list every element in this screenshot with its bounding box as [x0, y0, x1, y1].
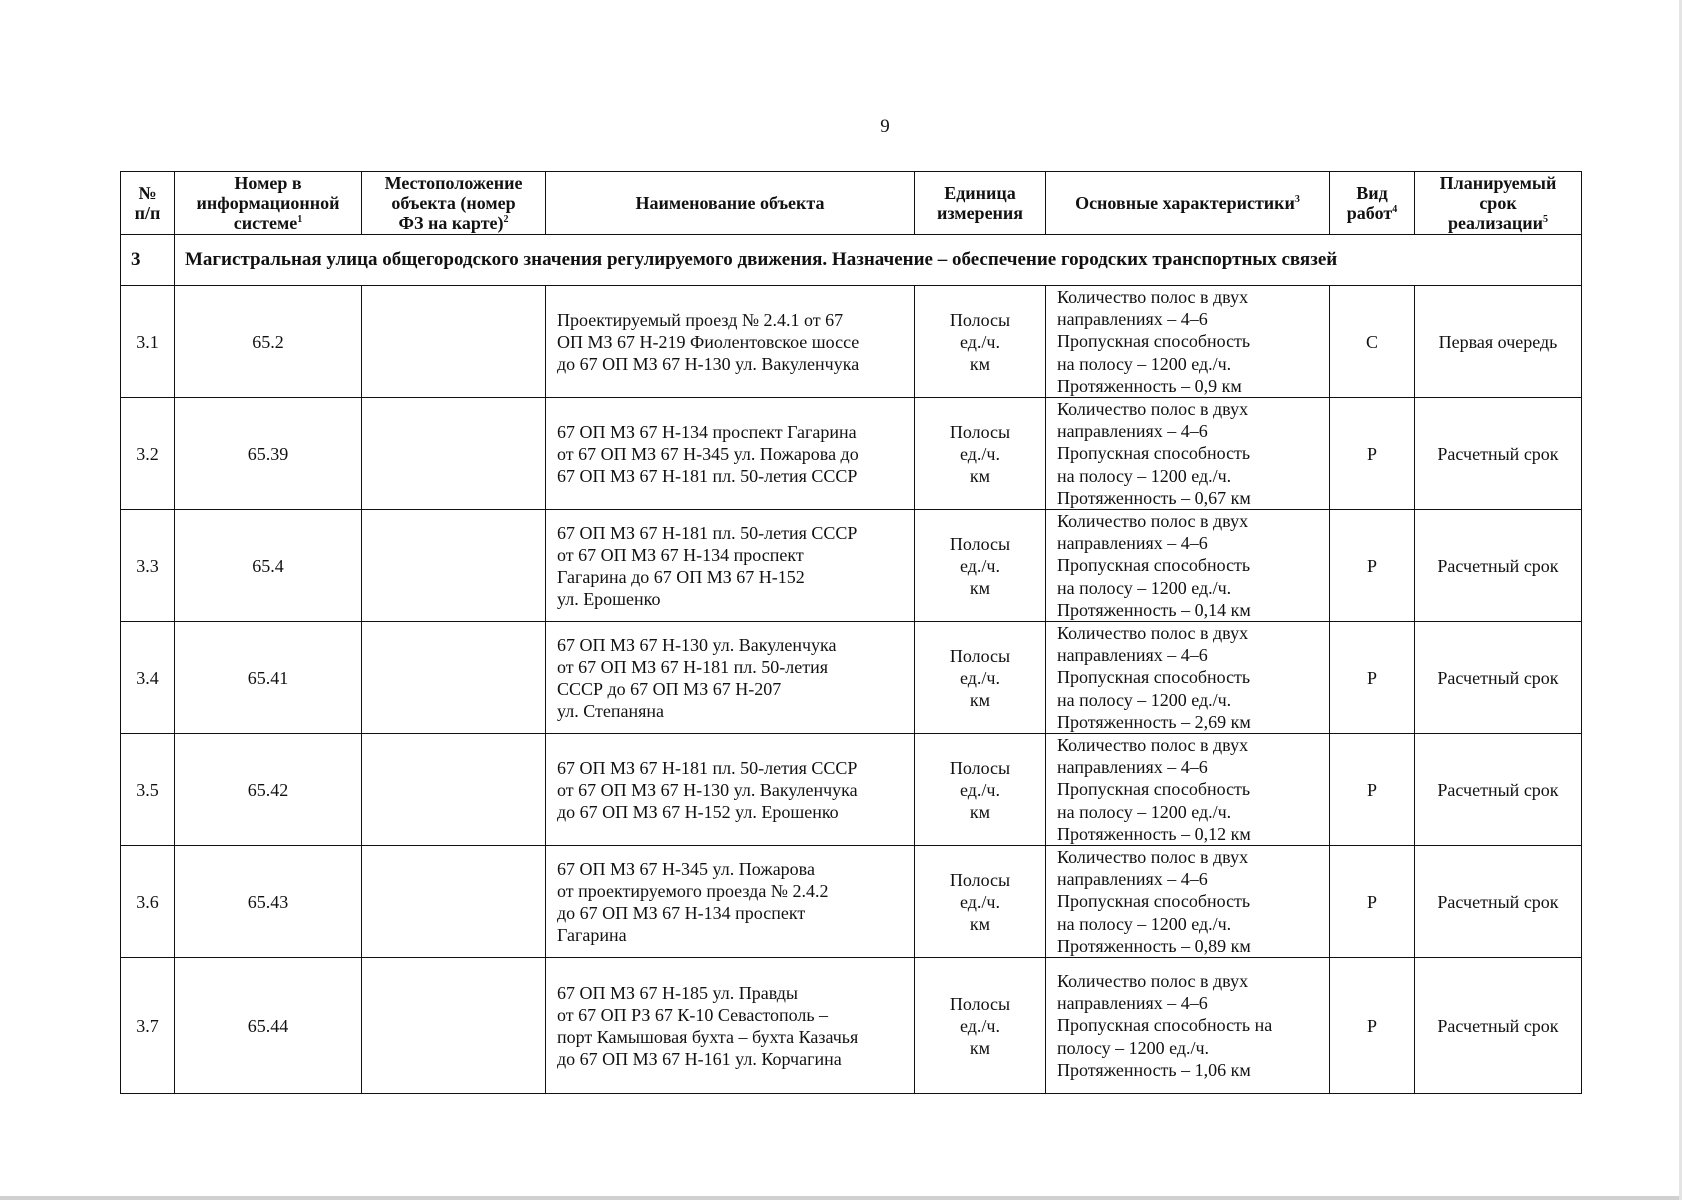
- unit-of-measure-line: км: [969, 577, 991, 598]
- object-name-line: ОП МЗ 67 Н-219 Фиолентовское шоссе: [557, 331, 860, 352]
- main-characteristics-line: направлениях – 4–6: [1057, 869, 1208, 890]
- unit-of-measure-line: км: [969, 913, 991, 934]
- work-type: Р: [1330, 510, 1415, 622]
- work-type: Р: [1330, 734, 1415, 846]
- main-characteristics-line: Пропускная способность: [1057, 667, 1251, 688]
- object-name-line: ул. Ерошенко: [557, 588, 661, 609]
- unit-of-measure-line: ед./ч.: [960, 891, 1000, 912]
- main-characteristics-line: направлениях – 4–6: [1057, 421, 1208, 442]
- work-type: Р: [1330, 958, 1415, 1094]
- object-name-line: до 67 ОП МЗ 67 Н-161 ул. Корчагина: [557, 1048, 842, 1069]
- work-type: Р: [1330, 846, 1415, 958]
- work-type: Р: [1330, 622, 1415, 734]
- unit-of-measure-line: км: [969, 689, 991, 710]
- info-system-number: 65.43: [175, 846, 362, 958]
- unit-of-measure-line: ед./ч.: [960, 1015, 1000, 1036]
- main-characteristics-line: Протяженность – 2,69 км: [1057, 711, 1251, 732]
- object-name-line: до 67 ОП МЗ 67 Н-152 ул. Ерошенко: [557, 801, 839, 822]
- main-characteristics-line: на полосу – 1200 ед./ч.: [1057, 577, 1232, 598]
- main-characteristics-line: Количество полос в двух: [1057, 971, 1249, 992]
- object-name-line: Проектируемый проезд № 2.4.1 от 67: [557, 309, 844, 330]
- row-number: 3.2: [121, 398, 175, 510]
- unit-of-measure-line: ед./ч.: [960, 779, 1000, 800]
- unit-of-measure-line: Полосы: [949, 309, 1011, 330]
- main-characteristics-line: Пропускная способность: [1057, 555, 1251, 576]
- unit-of-measure-line: Полосы: [949, 993, 1011, 1014]
- main-characteristics-line: Пропускная способность: [1057, 779, 1251, 800]
- row-number: 3.1: [121, 286, 175, 398]
- object-name-line: ул. Степаняна: [557, 700, 664, 721]
- main-characteristics-line: Количество полос в двух: [1057, 399, 1249, 420]
- main-characteristics: [1046, 510, 1330, 622]
- main-characteristics: [1046, 286, 1330, 398]
- unit-of-measure-line: км: [969, 1037, 991, 1058]
- main-characteristics: [1046, 622, 1330, 734]
- main-characteristics-line: направлениях – 4–6: [1057, 993, 1208, 1014]
- row-number: 3.4: [121, 622, 175, 734]
- main-characteristics-line: направлениях – 4–6: [1057, 645, 1208, 666]
- header-term: Планируемый срок реализации$^5$: [1415, 172, 1582, 235]
- main-characteristics-line: Пропускная способность: [1057, 443, 1251, 464]
- main-characteristics-line: на полосу – 1200 ед./ч.: [1057, 465, 1232, 486]
- row-number: 3.3: [121, 510, 175, 622]
- planned-term: Расчетный срок: [1415, 958, 1582, 1094]
- unit-of-measure-line: Полосы: [949, 645, 1011, 666]
- unit-of-measure-line: км: [969, 353, 991, 374]
- unit-of-measure-line: Полосы: [949, 421, 1011, 442]
- object-name-line: 67 ОП МЗ 67 Н-185 ул. Правды: [557, 982, 798, 1003]
- main-characteristics-line: Протяженность – 0,14 км: [1057, 599, 1251, 620]
- unit-of-measure-line: ед./ч.: [960, 443, 1000, 464]
- section-title: Магистральная улица общегородского значения регулируемого движения. Назначение – обеспечение городских транспортных связей: [175, 235, 1582, 286]
- header-row: [121, 172, 1582, 235]
- object-location: [362, 958, 546, 1094]
- table-row: [121, 398, 1582, 510]
- object-location: [362, 286, 546, 398]
- unit-of-measure: [915, 510, 1046, 622]
- unit-of-measure: [915, 622, 1046, 734]
- planned-term: Расчетный срок: [1415, 846, 1582, 958]
- main-characteristics-line: направлениях – 4–6: [1057, 757, 1208, 778]
- main-characteristics-line: Протяженность – 0,67 км: [1057, 487, 1251, 508]
- unit-of-measure: [915, 286, 1046, 398]
- main-characteristics-line: Количество полос в двух: [1057, 511, 1249, 532]
- object-name: [546, 510, 915, 622]
- main-characteristics-line: Протяженность – 0,89 км: [1057, 935, 1251, 956]
- header-work-type: Вид работ$^4$: [1330, 172, 1415, 235]
- work-type: С: [1330, 286, 1415, 398]
- object-name-line: Гагарина: [557, 924, 627, 945]
- object-location: [362, 846, 546, 958]
- unit-of-measure: [915, 846, 1046, 958]
- header-chars: Основные характеристики$^3$: [1046, 172, 1330, 235]
- object-location: [362, 398, 546, 510]
- planned-term: Расчетный срок: [1415, 734, 1582, 846]
- row-number: 3.7: [121, 958, 175, 1094]
- unit-of-measure-line: Полосы: [949, 869, 1011, 890]
- object-name: [546, 958, 915, 1094]
- unit-of-measure-line: ед./ч.: [960, 555, 1000, 576]
- object-name-line: Гагарина до 67 ОП МЗ 67 Н-152: [557, 566, 805, 587]
- main-characteristics-line: Протяженность – 0,9 км: [1057, 375, 1242, 396]
- main-characteristics-line: на полосу – 1200 ед./ч.: [1057, 689, 1232, 710]
- object-name-line: 67 ОП МЗ 67 Н-181 пл. 50-летия СССР: [557, 757, 858, 778]
- object-name-line: от 67 ОП МЗ 67 Н-134 проспект: [557, 544, 804, 565]
- info-system-number: 65.2: [175, 286, 362, 398]
- table-row: [121, 510, 1582, 622]
- object-location: [362, 622, 546, 734]
- object-name-line: от 67 ОП МЗ 67 Н-130 ул. Вакуленчука: [557, 779, 858, 800]
- main-characteristics-line: Количество полос в двух: [1057, 287, 1249, 307]
- object-name-line: 67 ОП МЗ 67 Н-181 пл. 50-летия СССР: [557, 465, 858, 486]
- table-row: [121, 958, 1582, 1094]
- object-name-line: до 67 ОП МЗ 67 Н-130 ул. Вакуленчука: [557, 353, 860, 374]
- main-characteristics: [1046, 734, 1330, 846]
- section-row: [121, 235, 1582, 286]
- planned-term: Первая очередь: [1415, 286, 1582, 398]
- info-system-number: 65.39: [175, 398, 362, 510]
- object-name: [546, 846, 915, 958]
- planned-term: Расчетный срок: [1415, 398, 1582, 510]
- header-info-number: Номер в информационной системе$^1$: [175, 172, 362, 235]
- info-system-number: 65.41: [175, 622, 362, 734]
- info-system-number: 65.44: [175, 958, 362, 1094]
- row-number: 3.5: [121, 734, 175, 846]
- table-row: [121, 734, 1582, 846]
- object-name-line: 67 ОП МЗ 67 Н-134 проспект Гагарина: [557, 421, 857, 442]
- main-characteristics-line: на полосу – 1200 ед./ч.: [1057, 801, 1232, 822]
- object-name: [546, 734, 915, 846]
- unit-of-measure: [915, 958, 1046, 1094]
- main-characteristics: [1046, 398, 1330, 510]
- object-name-line: от 67 ОП МЗ 67 Н-345 ул. Пожарова до: [557, 443, 859, 464]
- main-characteristics-line: на полосу – 1200 ед./ч.: [1057, 913, 1232, 934]
- object-name-line: порт Камышовая бухта – бухта Казачья: [557, 1026, 859, 1047]
- info-system-number: 65.4: [175, 510, 362, 622]
- main-characteristics-line: Количество полос в двух: [1057, 623, 1249, 644]
- main-characteristics: [1046, 958, 1330, 1094]
- main-characteristics-line: Пропускная способность: [1057, 891, 1251, 912]
- unit-of-measure: [915, 734, 1046, 846]
- object-name-line: 67 ОП МЗ 67 Н-345 ул. Пожарова: [557, 858, 815, 879]
- unit-of-measure-line: Полосы: [949, 533, 1011, 554]
- work-type: Р: [1330, 398, 1415, 510]
- main-characteristics-line: Протяженность – 1,06 км: [1057, 1059, 1251, 1080]
- header-name: Наименование объекта: [546, 172, 915, 235]
- header-location: Местоположение объекта (номер ФЗ на карте)$^2$: [362, 172, 546, 235]
- header-num: № п/п: [121, 172, 175, 235]
- unit-of-measure: [915, 398, 1046, 510]
- main-characteristics-line: направлениях – 4–6: [1057, 533, 1208, 554]
- object-name-line: СССР до 67 ОП МЗ 67 Н-207: [557, 678, 782, 699]
- scan-edge-bottom: [0, 1196, 1682, 1200]
- object-name: [546, 622, 915, 734]
- main-characteristics-line: Пропускная способность: [1057, 331, 1251, 352]
- unit-of-measure-line: ед./ч.: [960, 331, 1000, 352]
- object-location: [362, 510, 546, 622]
- main-characteristics-line: направлениях – 4–6: [1057, 309, 1208, 330]
- main-characteristics: [1046, 846, 1330, 958]
- object-name-line: от 67 ОП МЗ 67 Н-181 пл. 50-летия: [557, 656, 829, 677]
- main-characteristics-line: Количество полос в двух: [1057, 847, 1249, 868]
- unit-of-measure-line: Полосы: [949, 757, 1011, 778]
- unit-of-measure-line: км: [969, 801, 991, 822]
- objects-table: [120, 171, 1582, 1094]
- main-characteristics-line: Протяженность – 0,12 км: [1057, 823, 1251, 844]
- header-unit: Единица измерения: [915, 172, 1046, 235]
- info-system-number: 65.42: [175, 734, 362, 846]
- table-row: [121, 846, 1582, 958]
- object-name-line: от 67 ОП РЗ 67 К-10 Севастополь –: [557, 1004, 829, 1025]
- table-row: [121, 286, 1582, 398]
- object-name-line: 67 ОП МЗ 67 Н-181 пл. 50-летия СССР: [557, 522, 858, 543]
- main-characteristics-line: на полосу – 1200 ед./ч.: [1057, 353, 1232, 374]
- section-number: 3: [121, 235, 175, 286]
- object-name-line: до 67 ОП МЗ 67 Н-134 проспект: [557, 902, 806, 923]
- object-name-line: от проектируемого проезда № 2.4.2: [557, 880, 829, 901]
- planned-term: Расчетный срок: [1415, 622, 1582, 734]
- table-row: [121, 622, 1582, 734]
- unit-of-measure-line: ед./ч.: [960, 667, 1000, 688]
- object-location: [362, 734, 546, 846]
- object-name-line: 67 ОП МЗ 67 Н-130 ул. Вакуленчука: [557, 634, 837, 655]
- unit-of-measure-line: км: [969, 465, 991, 486]
- planned-term: Расчетный срок: [1415, 510, 1582, 622]
- main-characteristics-line: полосу – 1200 ед./ч.: [1057, 1037, 1210, 1058]
- page-number: 9: [880, 116, 890, 137]
- row-number: 3.6: [121, 846, 175, 958]
- object-name: [546, 286, 915, 398]
- object-name: [546, 398, 915, 510]
- main-characteristics-line: Пропускная способность на: [1057, 1015, 1273, 1036]
- main-characteristics-line: Количество полос в двух: [1057, 735, 1249, 756]
